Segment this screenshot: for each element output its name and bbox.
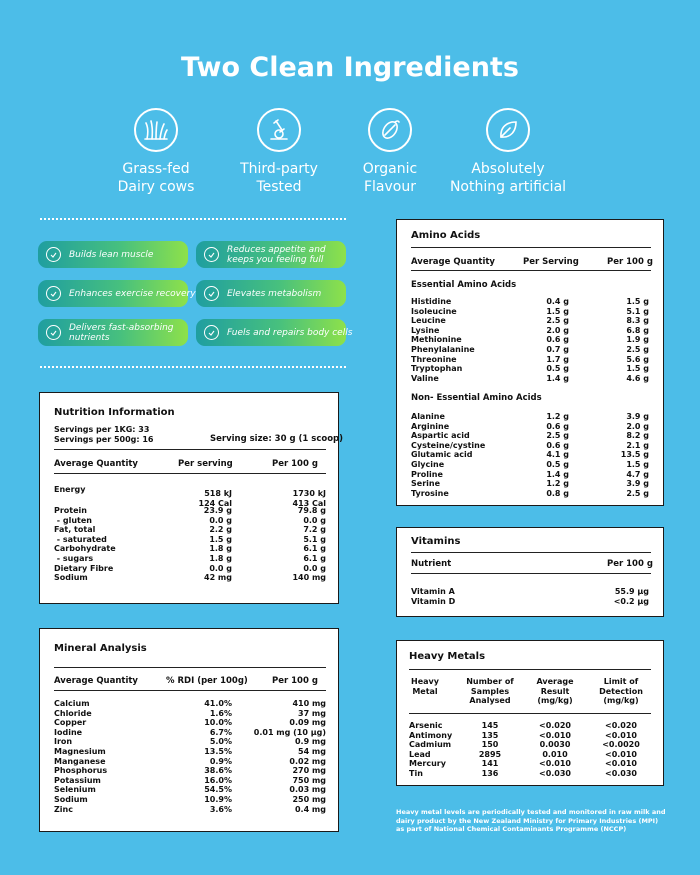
nutrient-per100: 79.8 g 0.0 g 7.2 g 5.1 g 6.1 g 6.1 g 0.0 g 140 mg [292, 506, 326, 583]
non-essential-names: Alanine Arginine Aspartic acid Cysteine/cystine Glutamic acid Glycine Proline Serine Tyrosine [411, 412, 486, 498]
grass-icon [134, 108, 178, 152]
col-header: Average Quantity [54, 676, 138, 686]
col-header: Number of Samples Analysed [466, 677, 514, 706]
check-icon [204, 325, 219, 340]
col-header: Per serving [178, 459, 233, 469]
serving-size: Serving size: 30 g (1 scoop) [210, 434, 344, 444]
benefit-pill: Reduces appetite and keeps you feeling full [196, 241, 346, 268]
benefit-pill: Builds lean muscle [38, 241, 188, 268]
rule [409, 713, 651, 714]
heavy-metals-panel [396, 640, 664, 786]
essential-serving: 0.4 g 1.5 g 2.5 g 2.0 g 0.6 g 0.7 g 1.7 g 0.5 g 1.4 g [546, 297, 569, 383]
col-header: Average Quantity [411, 257, 495, 267]
rule [411, 270, 651, 271]
benefit-pill: Delivers fast-absorbing nutrients [38, 319, 188, 346]
metal-samples: 145 135 150 2895 141 136 [478, 721, 502, 778]
divider [40, 366, 346, 368]
amino-title: Amino Acids [411, 230, 481, 241]
benefit-pill: Fuels and repairs body cells [196, 319, 346, 346]
check-icon [204, 286, 219, 301]
rule [409, 669, 651, 670]
servings-500g: Servings per 500g: 16 [54, 435, 154, 444]
nutrition-title: Nutrition Information [54, 407, 175, 418]
divider [40, 218, 346, 220]
rule [54, 449, 326, 450]
vitamins-panel [396, 527, 664, 617]
mineral-per100: 410 mg 37 mg 0.09 mg 0.01 mg (10 µg) 0.9 mg 54 mg 0.02 mg 270 mg 750 mg 0.03 mg 250 mg 0.4 mg [253, 699, 326, 814]
col-header: % RDI (per 100g) [166, 676, 248, 686]
col-header: Per 100 g [607, 559, 653, 569]
rule [411, 247, 651, 248]
col-header: Per 100 g [272, 459, 318, 469]
col-header: Per 100 g [607, 257, 653, 267]
vitamin-names: Vitamin A Vitamin D [411, 587, 456, 606]
rule [54, 667, 326, 668]
amino-panel [396, 219, 664, 506]
col-header: Heavy Metal [411, 677, 439, 696]
check-icon [46, 247, 61, 262]
nutrient-names: Protein - gluten Fat, total - saturated Carbohydrate - sugars Dietary Fibre Sodium [54, 506, 116, 583]
mineral-panel [39, 628, 339, 832]
benefit-pill: Elevates metabolism [196, 280, 346, 307]
metal-result: <0.020 <0.010 0.0030 0.010 <0.010 <0.030 [538, 721, 571, 778]
col-header: Limit of Detection (mg/kg) [599, 677, 643, 706]
energy-serving: 518 kJ 124 Cal [198, 489, 232, 508]
nutrition-panel [39, 392, 344, 604]
col-header: Per Serving [523, 257, 579, 267]
heavy-metals-title: Heavy Metals [409, 651, 486, 662]
cocoa-icon [368, 108, 412, 152]
feature-grass-fed [86, 108, 226, 196]
check-icon [46, 325, 61, 340]
feature-label: Grass-fed Dairy cows [117, 161, 195, 195]
servings-1kg: Servings per 1KG: 33 [54, 425, 150, 434]
leaf-icon [486, 108, 530, 152]
col-header: Average Quantity [54, 459, 138, 469]
essential-names: Histidine Isoleucine Leucine Lysine Methionine Phenylalanine Threonine Tryptophan Valine [411, 297, 475, 383]
page-title: Two Clean Ingredients [181, 52, 519, 83]
essential-per100: 1.5 g 5.1 g 8.3 g 6.8 g 1.9 g 2.5 g 5.6 g 1.5 g 4.6 g [626, 297, 649, 383]
microscope-icon [257, 108, 301, 152]
rule [54, 690, 326, 691]
rule [411, 552, 651, 553]
col-header: Nutrient [411, 559, 452, 569]
rule [54, 473, 326, 474]
check-icon [46, 286, 61, 301]
mineral-title: Mineral Analysis [54, 643, 147, 654]
feature-label: Third-party Tested [240, 161, 318, 195]
heavy-metals-footnote: Heavy metal levels are periodically tested and monitored in raw milk and dairy product by the New Zealand Ministry for Primary Industries (MPI) as part of National Chemical Contaminants Programme (NCCP) [396, 808, 666, 833]
metal-limit: <0.020 <0.010 <0.0020 <0.010 <0.010 <0.030 [602, 721, 640, 778]
non-essential-title: Non- Essential Amino Acids [411, 393, 542, 403]
feature-nothing-artificial [438, 108, 578, 196]
check-icon [204, 247, 219, 262]
col-header: Per 100 g [272, 676, 318, 686]
vitamins-title: Vitamins [411, 536, 461, 547]
feature-label: Organic Flavour [362, 161, 418, 195]
rule [411, 573, 651, 574]
energy-per100: 1730 kJ 413 Cal [292, 489, 326, 508]
feature-label: Absolutely Nothing artificial [449, 161, 567, 195]
essential-title: Essential Amino Acids [411, 280, 517, 290]
metal-names: Arsenic Antimony Cadmium Lead Mercury Tin [409, 721, 453, 778]
benefit-pill: Enhances exercise recovery [38, 280, 188, 307]
non-essential-per100: 3.9 g 2.0 g 8.2 g 2.1 g 13.5 g 1.5 g 4.7 g 3.9 g 2.5 g [620, 412, 649, 498]
mineral-rdi: 41.0% 1.6% 10.0% 6.7% 5.0% 13.5% 0.9% 38.6% 16.0% 54.5% 10.9% 3.6% [204, 699, 232, 814]
col-header: Average Result (mg/kg) [536, 677, 574, 706]
mineral-names: Calcium Chloride Copper Iodine Iron Magnesium Manganese Phosphorus Potassium Selenium Sodium Zinc [54, 699, 108, 814]
energy-label: Energy [54, 485, 86, 494]
vitamin-values: 55.9 µg <0.2 µg [613, 587, 649, 606]
nutrient-serving: 23.9 g 0.0 g 2.2 g 1.5 g 1.8 g 1.8 g 0.0 g 42 mg [203, 506, 232, 583]
non-essential-serving: 1.2 g 0.6 g 2.5 g 0.6 g 4.1 g 0.5 g 1.4 g 1.2 g 0.8 g [546, 412, 569, 498]
